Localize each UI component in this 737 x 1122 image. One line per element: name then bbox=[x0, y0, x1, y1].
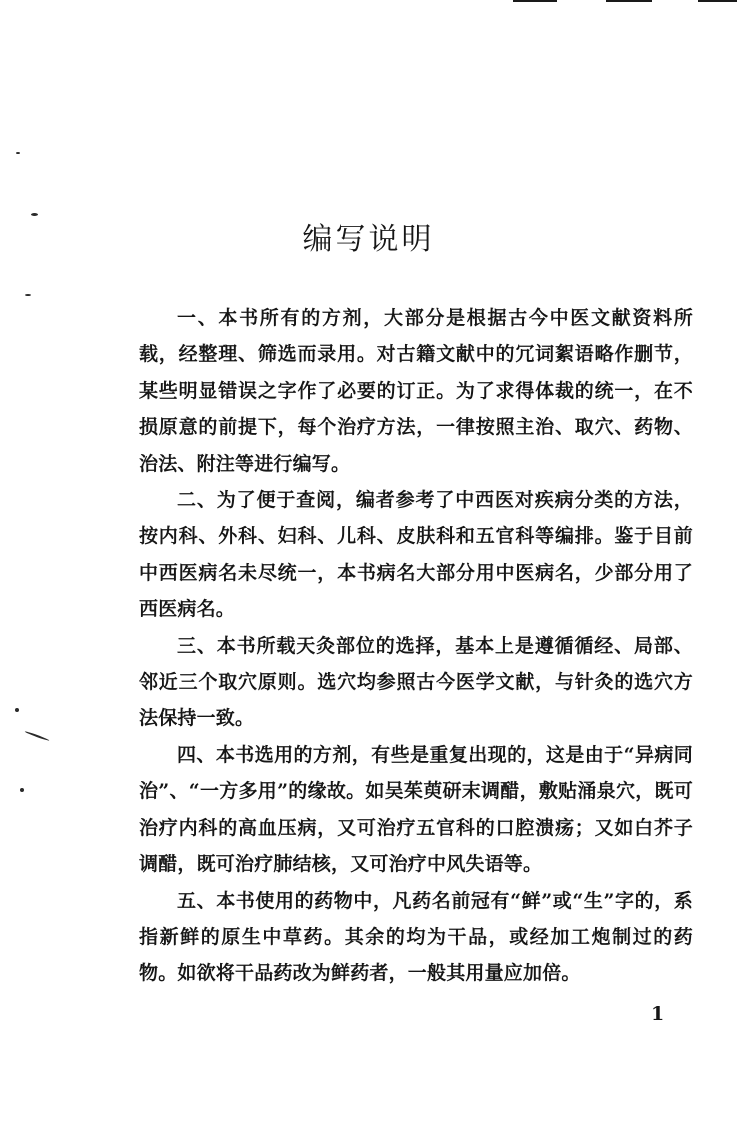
paragraph-4: 四、本书选用的方剂，有些是重复出现的，这是由于“异病同治”、“一方多用”的缘故。如吴茱萸研末调醋，敷贴涌泉穴，既可治疗内科的高血压病，又可治疗五官科的口腔溃疡；又如白芥子调醋，既可治疗肺结核，又可治疗中风失语等。 bbox=[139, 743, 693, 876]
paragraph-1: 一、本书所有的方剂，大部分是根据古今中医文献资料所载，经整理、筛选而录用。对古籍文献中的冗词絮语略作删节，某些明显错误之字作了必要的订正。为了求得体裁的统一，在不损原意的前提下，每个治疗方法，一律按照主治、取穴、药物、治法、附注等进行编写。 bbox=[139, 307, 693, 475]
paragraph-2: 二、为了便于查阅，编者参考了中西医对疾病分类的方法，按内科、外科、妇科、儿科、皮肤科和五官科等编排。鉴于目前中西医病名未尽统一，本书病名大部分用中医病名，少部分用了西医病名。 bbox=[139, 489, 693, 621]
scan-speck bbox=[25, 294, 31, 296]
scan-speck bbox=[24, 731, 49, 742]
top-rule-mark bbox=[513, 0, 557, 2]
top-rule-mark bbox=[606, 0, 652, 2]
top-rule-mark bbox=[698, 0, 737, 2]
scan-speck bbox=[20, 788, 24, 792]
paragraph-5: 五、本书使用的药物中，凡药名前冠有“鲜”或“生”字的，系指新鲜的原生中草药。其余的均为干品，或经加工炮制过的药物。如欲将干品药改为鲜药者，一般其用量应加倍。 bbox=[139, 889, 693, 985]
paragraph-3: 三、本书所载天灸部位的选择，基本上是遵循循经、局部、邻近三个取穴原则。选穴均参照古今医学文献，与针灸的选穴方法保持一致。 bbox=[139, 634, 693, 730]
scan-speck bbox=[15, 708, 19, 712]
page-title: 编写说明 bbox=[302, 222, 435, 257]
document-body bbox=[139, 300, 693, 992]
page-number: 1 bbox=[651, 1003, 665, 1025]
scan-speck bbox=[16, 152, 20, 154]
